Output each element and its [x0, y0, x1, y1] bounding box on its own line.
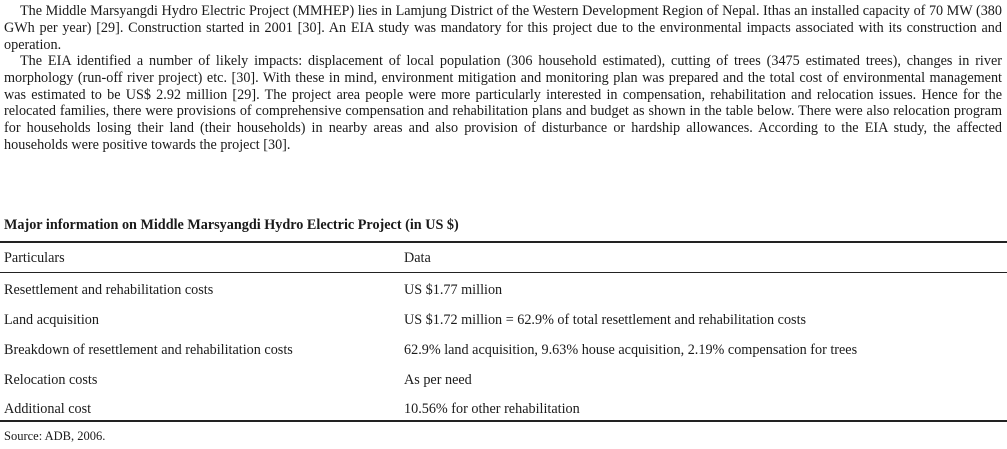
- row-data: 10.56% for other rehabilitation: [404, 401, 580, 417]
- table-header-rule: [0, 272, 1007, 273]
- paragraph-eia: The EIA identified a number of likely impacts: displacement of local population (306 household estimated), cutting of trees (3475 estimated trees), changes in river morphology (run-off river project) etc. [30]. With these in mind, environment mitigation and monitoring plan was prepared and the total cost of environmental management was estimated to be US$ 2.92 million [29]. The project area people were more particularly interested in compensation, rehabilitation and relocation issues. Hence for the relocated families, there were provisions of comprehensive compensation and rehabilitation plans and budget as shown in the table below. There were also relocation program for households losing their land (their households) in nearby areas and also provision of disturbance or hardship allowances. According to the EIA study, the affected households were positive towards the project [30].: [4, 53, 1002, 153]
- table-source-note: Source: ADB, 2006.: [4, 429, 106, 443]
- table-row: [0, 275, 1007, 303]
- paragraph-intro: The Middle Marsyangdi Hydro Electric Project (MMHEP) lies in Lamjung District of the Western Development Region of Nepal. Ithas an installed capacity of 70 MW (380 GWh per year) [29]. Construction started in 2001 [30]. An EIA study was mandatory for this project due to the environmental impacts associated with its construction and operation.: [4, 3, 1002, 53]
- row-data: US $1.72 million = 62.9% of total resettlement and rehabilitation costs: [404, 312, 807, 328]
- table-row: [0, 335, 1007, 363]
- table-caption: Major information on Middle Marsyangdi Hydro Electric Project (in US $): [4, 217, 459, 233]
- row-particular: Relocation costs: [4, 372, 98, 388]
- header-particulars: Particulars: [4, 250, 65, 266]
- table-row: [0, 305, 1007, 333]
- table-row: [0, 394, 1007, 422]
- table-row: [0, 365, 1007, 393]
- row-data: As per need: [404, 372, 472, 388]
- row-data: 62.9% land acquisition, 9.63% house acquisition, 2.19% compensation for trees: [404, 342, 858, 358]
- row-data: US $1.77 million: [404, 282, 503, 298]
- row-particular: Land acquisition: [4, 312, 99, 328]
- row-particular: Additional cost: [4, 401, 92, 417]
- row-particular: Resettlement and rehabilitation costs: [4, 282, 214, 298]
- row-particular: Breakdown of resettlement and rehabilitation costs: [4, 342, 293, 358]
- header-data: Data: [404, 250, 431, 266]
- table-header-row: [0, 243, 1007, 271]
